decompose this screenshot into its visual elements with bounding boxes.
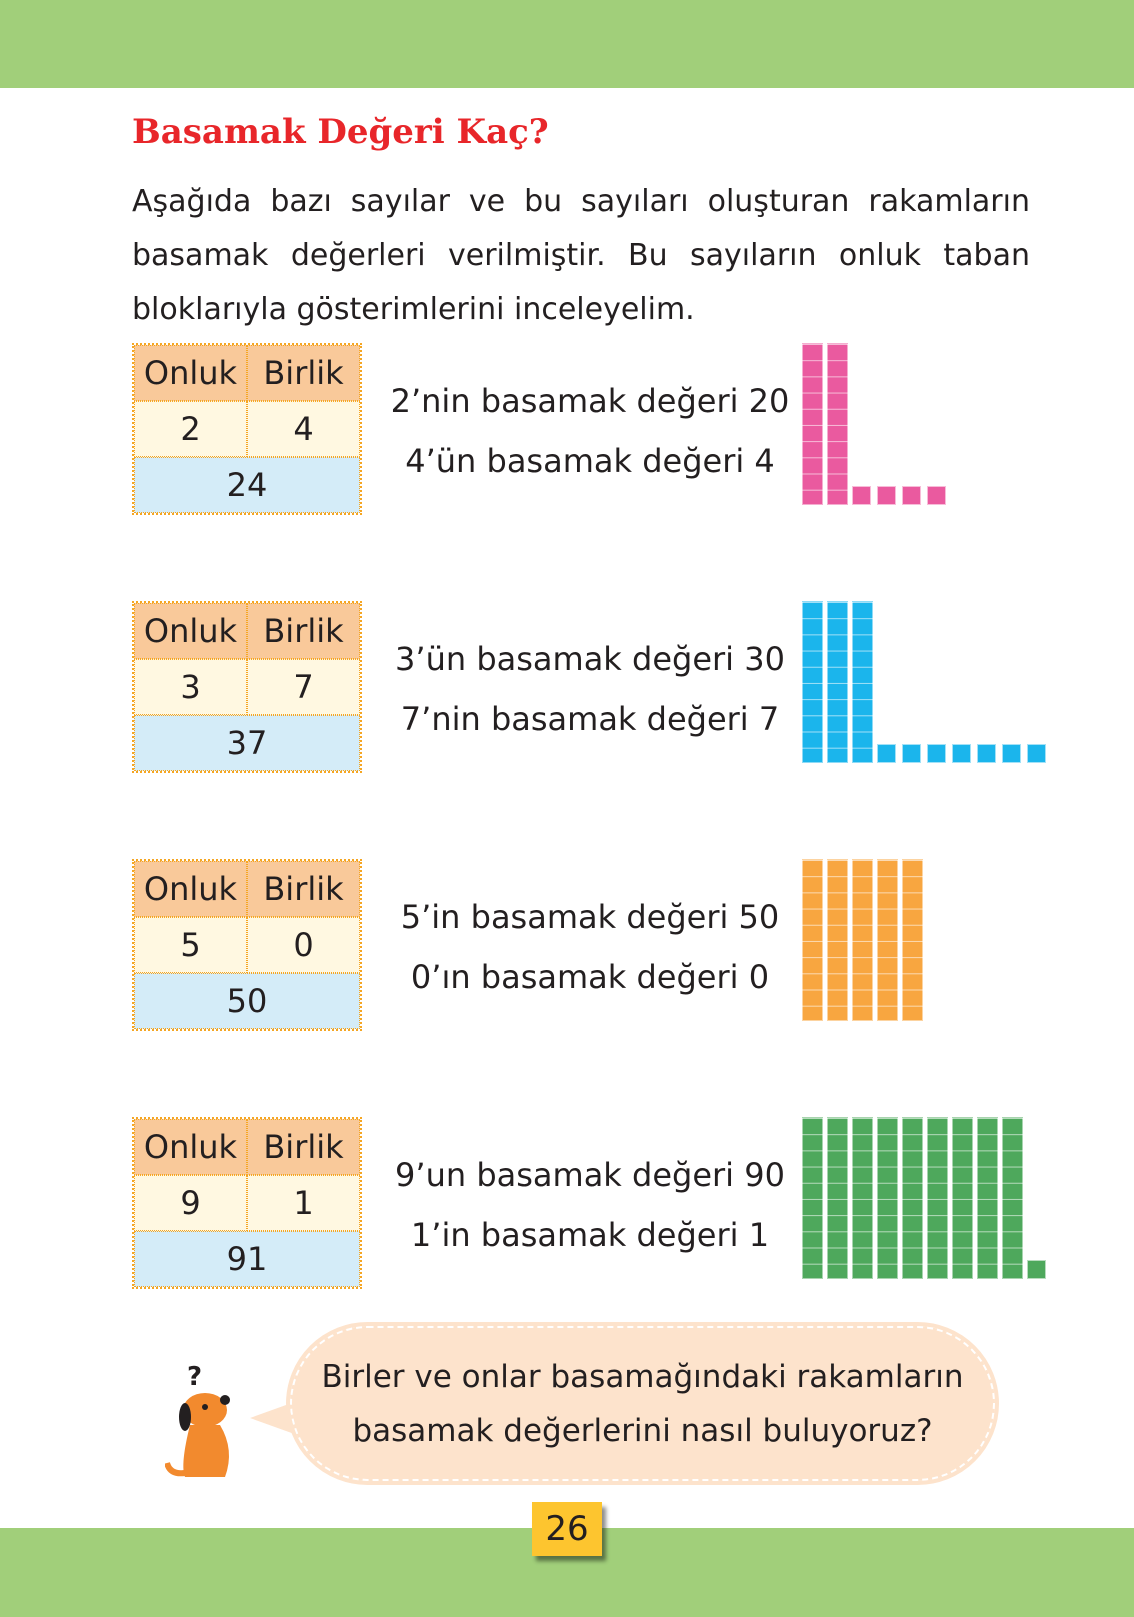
top-band xyxy=(0,0,1134,88)
ten-rod xyxy=(877,1117,898,1279)
tens-place-value-text: 5’in basamak değeri 50 xyxy=(400,898,780,936)
ones-place-value-text: 1’in basamak değeri 1 xyxy=(410,1216,770,1254)
header-ones: Birlik xyxy=(247,861,360,917)
ten-rod xyxy=(877,859,898,1021)
page-number: 26 xyxy=(532,1502,602,1556)
header-tens: Onluk xyxy=(134,603,247,659)
header-tens: Onluk xyxy=(134,1119,247,1175)
place-value-table xyxy=(132,343,362,515)
ten-rod xyxy=(852,1117,873,1279)
place-value-row xyxy=(0,1117,1134,1297)
ten-rod xyxy=(827,1117,848,1279)
place-value-description xyxy=(385,629,795,749)
unit-cube xyxy=(1002,744,1021,763)
ten-rod xyxy=(827,601,848,763)
ten-rod xyxy=(802,601,823,763)
ten-rod xyxy=(952,1117,973,1279)
ten-rod xyxy=(827,343,848,505)
thinking-dog-illustration xyxy=(165,1355,245,1485)
ten-rod xyxy=(977,1117,998,1279)
unit-cube xyxy=(1027,744,1046,763)
tens-digit: 3 xyxy=(134,659,247,715)
header-ones: Birlik xyxy=(247,1119,360,1175)
tens-place-value-text: 2’nin basamak değeri 20 xyxy=(390,382,790,420)
ones-digit: 7 xyxy=(247,659,360,715)
unit-cube xyxy=(952,744,971,763)
number-total: 24 xyxy=(134,457,360,513)
ones-place-value-text: 7’nin basamak değeri 7 xyxy=(400,700,780,738)
unit-cube xyxy=(902,486,921,505)
place-value-table xyxy=(132,1117,362,1289)
ten-rod xyxy=(1002,1117,1023,1279)
tens-place-value-text: 3’ün basamak değeri 30 xyxy=(395,640,785,678)
tens-place-value-text: 9’un basamak değeri 90 xyxy=(395,1156,785,1194)
number-total: 37 xyxy=(134,715,360,771)
unit-cube xyxy=(902,744,921,763)
ten-rod xyxy=(827,859,848,1021)
unit-cube xyxy=(927,744,946,763)
svg-text:?: ? xyxy=(187,1362,203,1392)
bubble-line-1: Birler ve onlar basamağındaki rakamların xyxy=(321,1358,964,1395)
header-tens: Onluk xyxy=(134,345,247,401)
tens-digit: 5 xyxy=(134,917,247,973)
number-total: 50 xyxy=(134,973,360,1029)
intro-text: Aşağıda bazı sayılar ve bu sayıları oluşturan rakamların basamak değerleri verilmiştir. Bu sayıların onluk taban bloklarıyla gösterimlerini inceleyelim. xyxy=(132,184,1030,327)
place-value-row xyxy=(0,343,1134,523)
header-ones: Birlik xyxy=(247,603,360,659)
ten-rod xyxy=(902,1117,923,1279)
header-ones: Birlik xyxy=(247,345,360,401)
place-value-table xyxy=(132,859,362,1031)
ten-rod xyxy=(852,601,873,763)
speech-bubble xyxy=(290,1326,995,1481)
ones-place-value-text: 0’ın basamak değeri 0 xyxy=(410,958,770,996)
ten-rod xyxy=(902,859,923,1021)
ten-rod xyxy=(802,859,823,1021)
ten-rod xyxy=(852,859,873,1021)
ten-rod xyxy=(927,1117,948,1279)
ten-rod xyxy=(802,343,823,505)
bubble-line-2: basamak değerlerini nasıl buluyoruz? xyxy=(352,1412,933,1449)
tens-digit: 9 xyxy=(134,1175,247,1231)
place-value-row xyxy=(0,601,1134,781)
ones-digit: 1 xyxy=(247,1175,360,1231)
number-total: 91 xyxy=(134,1231,360,1287)
page-title: Basamak Değeri Kaç? xyxy=(132,112,549,152)
place-value-description xyxy=(385,1145,795,1265)
place-value-description xyxy=(385,371,795,491)
place-value-table xyxy=(132,601,362,773)
ten-rod xyxy=(802,1117,823,1279)
ones-place-value-text: 4’ün basamak değeri 4 xyxy=(405,442,775,480)
unit-cube xyxy=(977,744,996,763)
place-value-row xyxy=(0,859,1134,1039)
header-tens: Onluk xyxy=(134,861,247,917)
unit-cube xyxy=(852,486,871,505)
ones-digit: 4 xyxy=(247,401,360,457)
ones-digit: 0 xyxy=(247,917,360,973)
unit-cube xyxy=(877,486,896,505)
unit-cube xyxy=(927,486,946,505)
tens-digit: 2 xyxy=(134,401,247,457)
place-value-description xyxy=(385,887,795,1007)
unit-cube xyxy=(877,744,896,763)
unit-cube xyxy=(1027,1260,1046,1279)
